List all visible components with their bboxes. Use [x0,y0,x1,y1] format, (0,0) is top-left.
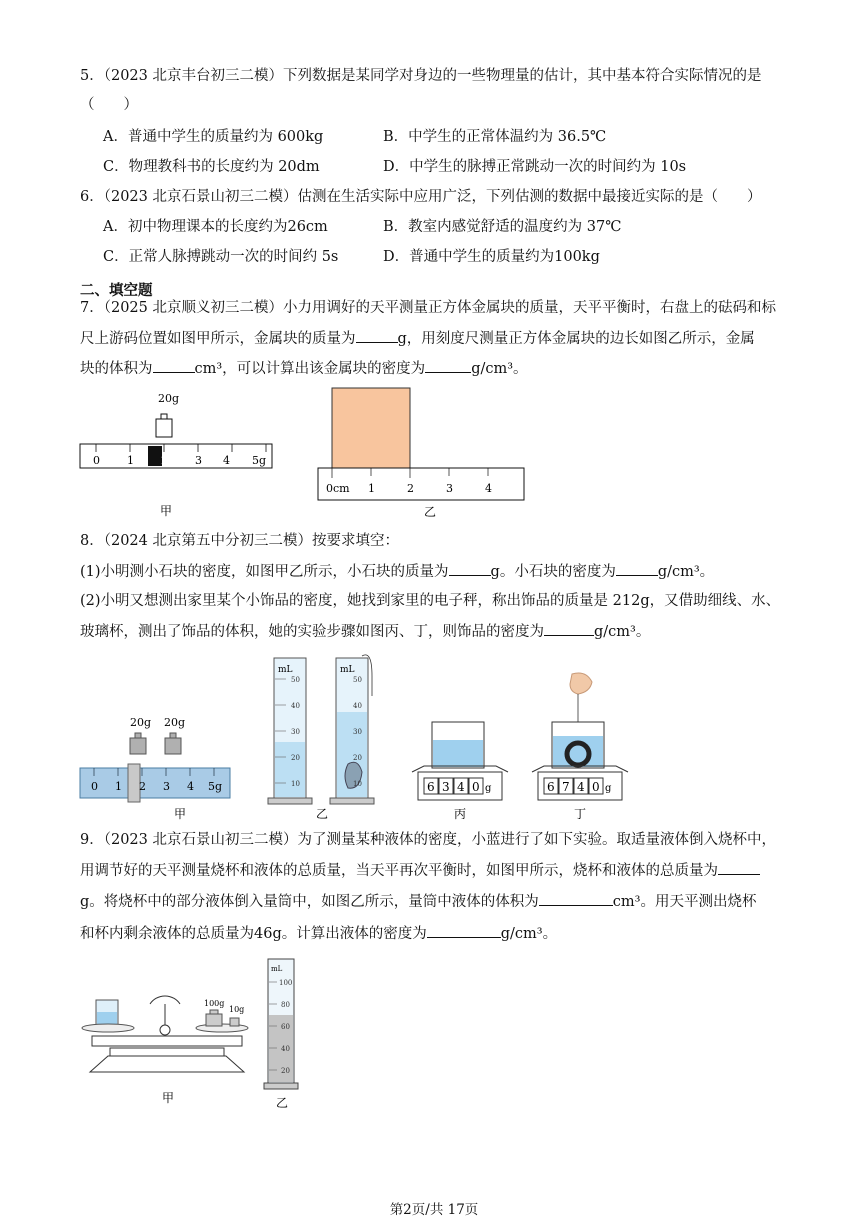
q6-option-a: A．初中物理课本的长度约为26cm [103,219,328,235]
figure-caption: 甲 [160,504,173,518]
q7-line3: 块的体积为 cm³，可以计算出该金属块的密度为 g/cm³。 [80,357,528,380]
weight-icon [230,1018,239,1026]
tick-label: 60 [281,1023,290,1031]
q9-figure-yi [262,955,307,1115]
weight-label: 100g [204,999,225,1008]
q7-line1: 7．（2025 北京顺义初三二模）小力用调好的天平测量正方体金属块的质量，天平平衡时，右盘上的砝码和标 [80,300,776,316]
q9-line1: 9．（2023 北京石景山初三二模）为了测量某种液体的密度，小蓝进行了如下实验。取适量液体倒入烧杯中， [80,832,776,848]
svg-text:6: 6 [427,780,435,794]
unit-label: mL [340,665,355,675]
q9-line4: 和杯内剩余液体的总质量为46g。计算出液体的密度为 g/cm³。 [80,922,557,945]
q9-line2: 用调节好的天平测量烧杯和液体的总质量，当天平再次平衡时，如图甲所示，烧杯和液体的总质量为 [80,859,760,882]
tick-label: 30 [353,728,362,736]
svg-text:4: 4 [577,780,585,794]
q8-figure-yi [266,652,386,822]
tick-label: 100 [279,979,293,987]
tick-label: 2 [161,454,168,467]
figure-caption: 甲 [162,1091,175,1105]
tick-label: 0 [93,454,100,467]
scale-display [544,778,612,794]
tick-label: 5g [252,454,267,467]
answer-blank[interactable] [425,357,471,373]
figure-caption: 乙 [424,505,437,519]
tick-label: 10 [291,780,300,788]
metal-cube [332,388,410,468]
scale-display [424,778,492,794]
q8-figure-ding [528,672,628,822]
q8-line1: 8．（2024 北京第五中分初三二模）按要求填空： [80,533,399,549]
figure-caption: 丙 [454,807,467,821]
tick-label: 50 [353,676,362,684]
svg-text:g: g [485,783,492,794]
tick-label: 20 [291,754,300,762]
tick-label: 4 [187,780,194,793]
q5-paren: （ ） [80,97,138,113]
answer-blank[interactable] [427,922,501,938]
answer-blank[interactable] [616,560,658,576]
section-title: 二、填空题 [80,282,153,299]
tick-label: 0 [91,780,98,793]
tick-label: 1 [368,482,375,495]
weight-icon [130,738,146,754]
tick-label: 20 [281,1067,290,1075]
rider-icon [148,446,162,466]
page-footer: 第2页/共 17页 [389,1202,479,1218]
figure-caption: 乙 [316,807,329,821]
q7-figure-jia [80,390,280,520]
tick-label: 2 [407,482,414,495]
tick-label: 40 [291,702,300,710]
q7-line2: 尺上游码位置如图甲所示，金属块的质量为 g，用刻度尺测量正方体金属块的边长如图乙所示，金属 [80,327,755,350]
answer-blank[interactable] [449,560,491,576]
answer-blank[interactable] [539,890,613,906]
balance-beam [92,1036,242,1046]
svg-text:0: 0 [592,780,600,794]
q5-option-b: B．中学生的正常体温约为 36.5℃ [383,129,607,145]
tick-label: 10 [353,780,362,788]
tick-label: 2 [139,780,146,793]
q6-option-d: D．普通中学生的质量约为100kg [383,249,600,265]
weight-icon [206,1014,222,1026]
weight-icon [165,738,181,754]
tick-label: 3 [446,482,453,495]
tick-label: 20 [353,754,362,762]
q9-figure-jia [82,990,252,1105]
svg-text:4: 4 [457,780,465,794]
q8-figure-bing [410,718,510,822]
q6-option-c: C．正常人脉搏跳动一次的时间约 5s [103,249,339,265]
weight-label: 20g [158,392,180,405]
answer-blank[interactable] [153,357,195,373]
weight-icon [156,419,172,437]
tick-label: 0cm [326,482,350,495]
q8-line2: (1)小明测小石块的密度，如图甲乙所示，小石块的质量为 g。小石块的密度为 g/cm³。 [80,560,714,583]
unit-label: mL [278,665,293,675]
q8-line3: (2)小明又想测出家里某个小饰品的密度，她找到家里的电子秤，称出饰品的质量是 212g，又借助细线、水、 [80,593,781,609]
svg-text:6: 6 [547,780,555,794]
figure-caption: 甲 [174,807,187,821]
rider-ruler [80,444,272,468]
tick-label: 80 [281,1001,290,1009]
tick-label: 3 [163,780,170,793]
weight-label: 20g [130,716,152,729]
q8-figure-jia [80,712,240,822]
svg-text:g: g [605,783,612,794]
figure-caption: 乙 [276,1096,289,1110]
answer-blank[interactable] [356,327,398,343]
figure-caption: 丁 [574,807,587,821]
balance-base [90,1056,244,1072]
hand-icon [570,673,592,694]
tick-label: 4 [223,454,230,467]
q6-option-b: B．教室内感觉舒适的温度约为 37℃ [383,219,622,235]
tick-label: 5g [208,780,223,793]
tick-label: 30 [291,728,300,736]
q7-figure-yi [318,388,528,523]
q5-stem: 5．（2023 北京丰台初三二模）下列数据是某同学对身边的一些物理量的估计，其中基本符合实际情况的是 [80,68,762,84]
tick-label: 40 [281,1045,290,1053]
tick-label: 1 [115,780,122,793]
q6-stem: 6．（2023 北京石景山初三二模）估测在生活实际中应用广泛，下列估测的数据中最接近实际的是（ ） [80,189,762,205]
tick-label: 4 [485,482,492,495]
tick-label: 40 [353,702,362,710]
tick-label: 50 [291,676,300,684]
svg-text:3: 3 [442,780,450,794]
q9-line3: g。将烧杯中的部分液体倒入量筒中，如图乙所示，量筒中液体的体积为 cm³。用天平测出烧杯 [80,890,756,913]
tick-label: 1 [127,454,134,467]
svg-text:0: 0 [472,780,480,794]
weight-label: 10g [229,1005,245,1014]
unit-label: mL [271,965,283,973]
q5-option-d: D．中学生的脉搏正常跳动一次的时间约为 10s [383,159,687,175]
weight-label: 20g [164,716,186,729]
tick-label: 3 [195,454,202,467]
svg-text:7: 7 [562,780,570,794]
answer-blank[interactable] [544,620,594,636]
answer-blank[interactable] [718,859,760,875]
q8-line4: 玻璃杯，测出了饰品的体积，她的实验步骤如图丙、丁，则饰品的密度为 g/cm³。 [80,620,650,643]
q5-option-c: C．物理教科书的长度约为 20dm [103,159,320,175]
q5-option-a: A．普通中学生的质量约为 600kg [103,129,324,145]
